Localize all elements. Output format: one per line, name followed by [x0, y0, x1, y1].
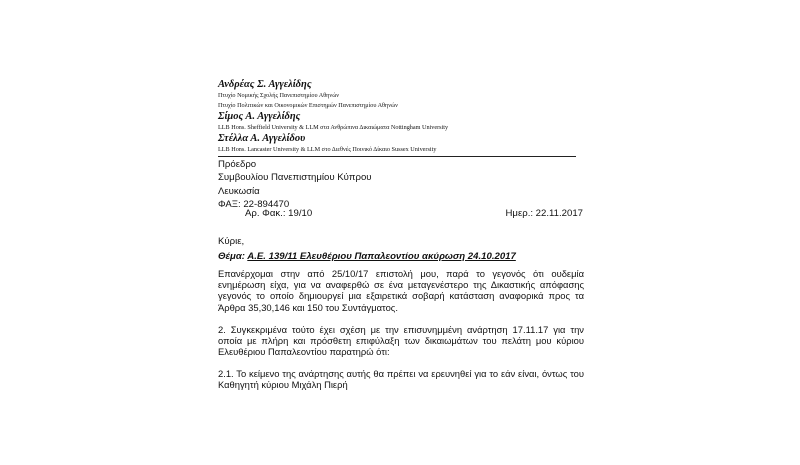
reference-row	[245, 208, 583, 219]
recipient-fax: ΦΑΞ: 22-894470	[218, 198, 290, 210]
letter-date: Ημερ.: 22.11.2017	[505, 208, 583, 219]
recipient-city: Λευκωσία	[218, 185, 260, 197]
letterhead	[218, 79, 578, 157]
lawyer-name-2: Σίμος Α. Αγγελίδης	[218, 111, 301, 122]
file-number: Αρ. Φακ.: 19/10	[245, 208, 313, 219]
recipient-block	[218, 158, 372, 211]
lawyer-3-degree: LLB Hons. Lancaster University & LLM στο Διεθνές Ποινικό Δίκαιο Sussex University	[218, 146, 437, 153]
subject-line	[218, 251, 516, 262]
subject-value: Α.Ε. 139/11 Ελευθέριου Παπαλεοντίου ακύρωση 24.10.2017	[247, 251, 516, 262]
paragraph-1: Επανέρχομαι στην από 25/10/17 επιστολή μου, παρά το γεγονός ότι ουδεμία ενημέρωση είχα, για να αναφερθώ σε ένα μεταγενέστερο της Δικαστικής απόφασης γεγονός το οποίο δημιουργεί μια εξαιρετικά σοβαρή κατάσταση αναφορικά προς τα Άρθρα 35,30,146 και 150 του Συντάγματος.	[218, 268, 584, 313]
recipient-organization: Συμβουλίου Πανεπιστημίου Κύπρου	[218, 172, 372, 184]
paragraph-2: 2. Συγκεκριμένα τούτο έχει σχέση με την επισυνημμένη ανάρτηση 17.11.17 για την οποία με πλήρη και πρόσθετη επιφύλαξη των δικαιωμάτων του πελάτη μου κύριου Ελευθέριου Παπαλεοντίου παρατηρώ ότι:	[218, 324, 584, 358]
recipient-title: Πρόεδρο	[218, 159, 257, 170]
subject-label: Θέμα:	[218, 251, 245, 262]
lawyer-1-degree-1: Πτυχίο Νομικής Σχολής Πανεπιστημίου Αθηνών	[218, 92, 340, 99]
paragraph-2-1: 2.1. Το κείμενο της ανάρτησης αυτής θα πρέπει να ερευνηθεί για το εάν είναι, όντως του Καθηγητή κύριου Μιχάλη Πιερή	[218, 368, 584, 391]
letterhead-divider	[218, 156, 576, 157]
lawyer-name-1: Ανδρέας Σ. Αγγελίδης	[218, 79, 312, 90]
greeting: Κύριε,	[218, 236, 245, 247]
lawyer-1-degree-2: Πτυχίο Πολιτικών και Οικονομικών Επιστημών Πανεπιστημίου Αθηνών	[218, 102, 398, 109]
lawyer-2-degree: LLB Hons. Sheffield University & LLM στα Ανθρώπινα Δικαιώματα Nottingham University	[218, 124, 449, 131]
lawyer-name-3: Στέλλα Α. Αγγελίδου	[218, 133, 306, 144]
